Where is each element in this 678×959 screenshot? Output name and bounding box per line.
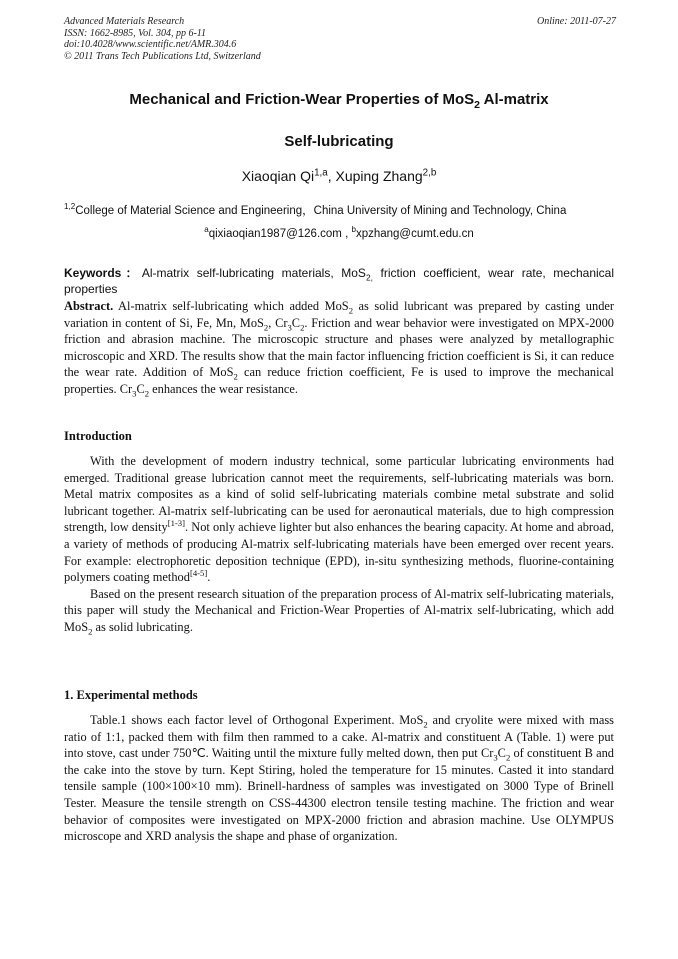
email-a-sup: a [204,225,209,235]
email-a[interactable]: qixiaoqian1987@126.com , [208,228,352,240]
methods-heading: 1. Experimental methods [64,688,198,702]
abstract-sub-2: 2 [263,322,269,333]
keywords-sub: 2, [365,272,373,283]
methods-text-3: C [497,746,506,761]
title-line1-b: Al-matrix [480,91,549,108]
journal-doi: doi:10.4028/www.scientific.net/AMR.304.6 [64,39,237,51]
intro-paragraph-2 [64,586,614,636]
abstract-text-5: . Friction and wear behavior were investigated on MPX-2000 friction and abrasion machine. The microscopic structure and phases were analyzed by metallographic microscopic and XRD. The results show that the main factor influencing friction coefficient is Si, it can reduce the wear rate. Addition of MoS [64,315,614,380]
intro-p1-text-2: . Not only achieve lighter but also enhances the bearing capacity. At home and abroad, a variety of methods of producing Al-matrix self-lubricating materials have been emerged over recent years. For example: electrophoretic deposition technique (EPD), in-situ synthesizing methods, fluorine-containing polymers coating method [64,520,614,585]
methods-sub-3: 2 [505,752,511,763]
intro-p2-text-2: as solid lubricating. [92,619,193,634]
abstract-sub-4: 2 [300,322,305,333]
abstract-text-4: C [291,315,301,330]
methods-paragraph [64,712,614,845]
introduction-body [64,453,614,636]
author-1-sup: 1,a [314,167,328,179]
abstract-text-6: can reduce friction coefficient, Fe is used to improve the mechanical properties. Cr [64,365,614,396]
abstract-text-3: , Cr [268,315,288,330]
author-sep: , [327,168,336,184]
methods-text-4: of constituent B and the cake into the stove by turn. Kept Stiring, holed the temperature for 15 minutes. Casted it into standard tensile sample (100×100×10 mm). Brinell-hardness of samples was investigated on 3000 Type of Brinell Tester. Measure the tensile strength on CSS-44300 electron tensile testing machine. The friction and wear behavior of composites were investigated on MPX-2000 friction and abrasion machine. Use OLYMPUS microscope and XRD analysis the shape and phase of organization. [64,746,614,844]
author-2: Xuping Zhang [335,168,423,184]
affiliation-text: College of Material Science and Engineering，China University of Mining and Technology, China [75,205,567,217]
abstract-sub-3: 3 [287,322,292,333]
intro-p1-ref-1: [1-3] [167,518,186,529]
affiliation-sup: 1,2 [64,202,76,212]
intro-p1-text-3: . [207,570,211,585]
journal-header [64,16,616,62]
intro-paragraph-1 [64,453,614,586]
title-line2: Self-lubricating [284,133,394,150]
abstract [64,298,614,398]
author-emails [64,225,614,240]
email-b[interactable]: xpzhang@cumt.edu.cn [355,228,474,240]
keywords-label: Keywords： [64,266,142,280]
author-2-sup: 2,b [422,167,437,179]
authors [64,168,614,184]
keywords-t2: friction coefficient, wear rate, mechanical properties [64,266,614,296]
abstract-sub-5: 2 [233,371,238,382]
journal-issn: ISSN: 1662-8985, Vol. 304, pp 6-11 [64,27,207,39]
abstract-text-2: as solid lubricant was prepared by casting under variation in content of Si, Fe, Mn, MoS [64,299,615,330]
abstract-text-7: C [136,381,145,396]
intro-p2-sub: 2 [88,626,93,637]
abstract-sub-1: 2 [348,305,354,316]
abstract-text-8: enhances the wear resistance. [149,381,299,396]
abstract-label: Abstract. [64,299,114,313]
email-b-sup: b [351,225,356,235]
abstract-sub-6: 3 [132,388,137,399]
abstract-sub-7: 2 [144,388,150,399]
online-date: Online: 2011-07-27 [537,16,616,27]
journal-copyright: © 2011 Trans Tech Publications Ltd, Switzerland [64,50,261,62]
paper-title [64,90,614,152]
title-line1-a: Mechanical and Friction-Wear Properties of MoS [129,91,475,108]
title-line1-sub: 2 [474,99,480,111]
keywords-t1: Al-matrix self-lubricating materials, MoS [141,266,366,280]
intro-p2-text-1: Based on the present research situation of the preparation process of Al-matrix self-lubricating materials, this paper will study the Mechanical and Friction-Wear Properties of Al-matrix self-lubricating, which add MoS [64,586,614,634]
methods-text-1: Table.1 shows each factor level of Orthogonal Experiment. MoS [90,713,424,727]
author-1: Xiaoqian Qi [241,168,315,184]
abstract-text-1: Al-matrix self-lubricating which added MoS [113,299,349,313]
affiliation [64,203,614,219]
methods-sub-1: 2 [423,719,428,730]
introduction-heading: Introduction [64,429,132,443]
keywords [64,265,614,297]
methods-sub-2: 3 [493,752,498,763]
intro-p1-text-1: With the development of modern industry technical, some particular lubricating environments had emerged. Traditional grease lubrication cannot meet the requirements, self-lubricating materials was born. Metal matrix composites as a kind of solid self-lubricating materials combine metal substrate and solid lubricant together. Al-matrix self-lubricating can be used for aeronautical materials, due to high compression strength, low density [64,454,614,535]
journal-name: Advanced Materials Research [64,16,185,27]
methods-body [64,712,614,845]
intro-p1-ref-2: [4-5] [189,568,208,579]
methods-text-2: and cryolite were mixed with mass ratio of 1:1, packed them with film then rammed to a cake. Al-matrix and constituent A (Table. 1) were put into stove, cast under 750℃. Waiting until the mixture fully melted down, then put Cr [64,713,614,761]
